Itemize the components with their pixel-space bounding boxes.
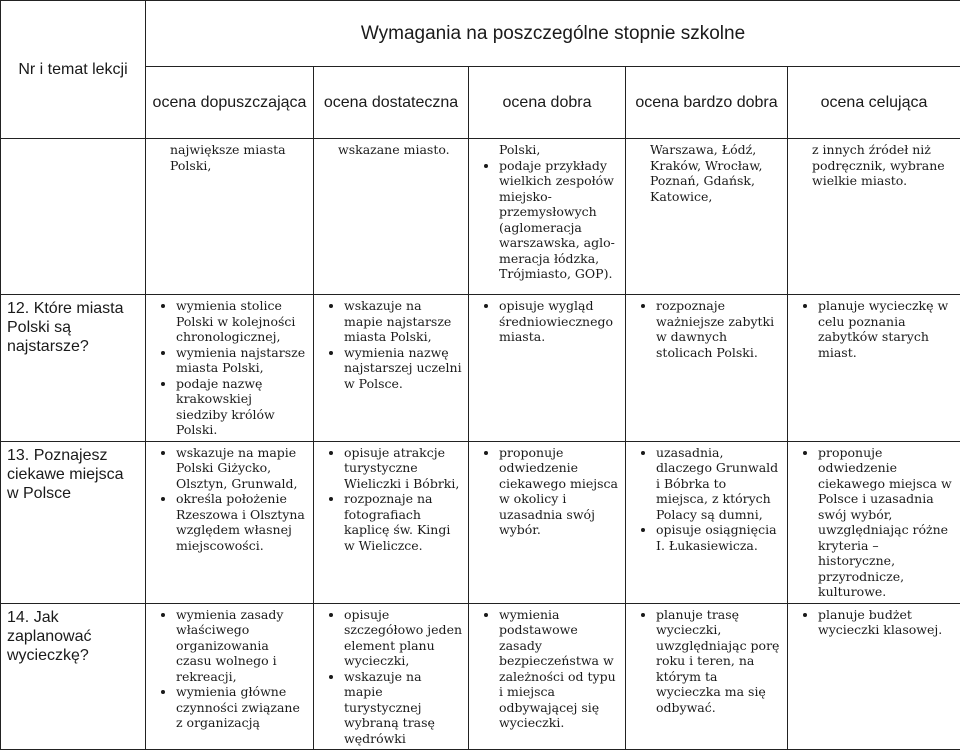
lesson-topic: 12. Które miasta Polski są najstarsze? <box>1 295 146 442</box>
list-item: • podaje przykłady wielkich zespołów miejsko-przemysłowych (aglomeracja warszawska, aglo-meracja łódzka, Trójmiasto, GOP). <box>499 158 619 282</box>
list-item: • wskazuje na mapie Polski Giżycko, Olsztyn, Grunwald, <box>176 445 307 492</box>
requirements-cell <box>469 139 626 295</box>
requirements-cell <box>146 603 314 750</box>
topic-cell <box>1 139 146 295</box>
list-item: • rozpoznaje na fotografiach kaplicę św. Kingi w Wieliczce. <box>344 491 462 553</box>
requirements-cell <box>469 603 626 750</box>
lesson-row-14 <box>1 603 960 750</box>
list-item: • planuje wycieczkę w celu poznania zabytków starych miast. <box>818 298 954 360</box>
requirements-cell <box>788 441 960 603</box>
requirements-list <box>794 445 954 600</box>
requirements-list <box>794 298 954 360</box>
list-item: • rozpoznaje ważniejsze zabytki w dawnych stolicach Polski. <box>656 298 781 360</box>
cell-text: z innych źródeł niż podręcznik, wybrane wielkie miasto. <box>788 139 960 295</box>
grade-header: ocena dobra <box>469 67 626 139</box>
list-item: • proponuje odwiedzenie ciekawego miejsca w okolicy i uzasadnia swój wybór. <box>499 445 619 538</box>
requirements-list <box>320 445 462 554</box>
requirements-title: Wymagania na poszczególne stopnie szkolne <box>146 1 960 67</box>
cell-text: Polski, <box>475 142 619 158</box>
requirements-cell <box>626 441 788 603</box>
grade-header: ocena dopuszczająca <box>146 67 314 139</box>
list-item: • opisuje szczegółowo jeden element planu wycieczki, <box>344 607 462 669</box>
lesson-row-12 <box>1 295 960 442</box>
grade-header: ocena bardzo dobra <box>626 67 788 139</box>
list-item: • wskazuje na mapie najstarsze miasta Polski, <box>344 298 462 345</box>
list-item: • opisuje atrakcje turystyczne Wieliczki i Bóbrki, <box>344 445 462 492</box>
lesson-topic: 13. Poznajesz ciekawe miejsca w Polsce <box>1 441 146 603</box>
list-item: • opisuje osiągnięcia I. Łukasiewicza. <box>656 522 781 553</box>
list-item: • planuje budżet wycieczki klasowej. <box>818 607 954 638</box>
requirements-cell <box>469 295 626 442</box>
requirements-list <box>475 158 619 282</box>
requirements-cell <box>626 295 788 442</box>
requirements-cell <box>314 603 469 750</box>
requirements-cell <box>314 441 469 603</box>
list-item: • wymienia podstawowe zasady bezpieczeństwa w zależności od typu i miejsca odbywającej się wycieczki. <box>499 607 619 731</box>
list-item: • proponuje odwiedzenie ciekawego miejsca w Polsce i uzasadnia swój wybór, uwzględniając różne kryteria – historyczne, przyrodnicze, kulturowe. <box>818 445 954 600</box>
requirements-list <box>320 607 462 747</box>
requirements-list <box>632 445 781 554</box>
requirements-list <box>632 298 781 360</box>
cell-text: Warszawa, Łódź, Kraków, Wrocław, Poznań, Gdańsk, Katowice, <box>626 139 788 295</box>
list-item: • określa położenie Rzeszowa i Olsztyna względem własnej miejscowości. <box>176 491 307 553</box>
continuation-row <box>1 139 960 295</box>
list-item: • wymienia najstarsze miasta Polski, <box>176 345 307 376</box>
list-item: • planuje trasę wycieczki, uwzględniając porę roku i teren, na którym ta wycieczka ma się odbywać. <box>656 607 781 716</box>
list-item: • podaje nazwę krakowskiej siedziby królów Polski. <box>176 376 307 438</box>
requirements-cell <box>626 603 788 750</box>
requirements-cell <box>146 441 314 603</box>
requirements-list <box>794 607 954 638</box>
cell-text: największe miasta Polski, <box>146 139 314 295</box>
requirements-cell <box>788 603 960 750</box>
lesson-topic: 14. Jak zaplanować wycieczkę? <box>1 603 146 750</box>
requirements-list <box>152 445 307 554</box>
list-item: • wymienia zasady właściwego organizowania czasu wolnego i rekreacji, <box>176 607 307 685</box>
requirements-cell <box>146 295 314 442</box>
list-item: • wymienia stolice Polski w kolejności chronologicznej, <box>176 298 307 345</box>
requirements-list <box>152 298 307 438</box>
list-item: • uzasadnia, dlaczego Grunwald i Bóbrka to miejsca, z których Polacy są dumni, <box>656 445 781 523</box>
requirements-list <box>152 607 307 731</box>
requirements-list <box>632 607 781 716</box>
grade-header: ocena dostateczna <box>314 67 469 139</box>
cell-text: wskazane miasto. <box>314 139 469 295</box>
list-item: • opisuje wygląd średniowiecznego miasta. <box>499 298 619 345</box>
requirements-list <box>475 298 619 345</box>
requirements-list <box>475 607 619 731</box>
list-item: • wskazuje na mapie turystycznej wybraną trasę wędrówki <box>344 669 462 747</box>
requirements-list <box>320 298 462 391</box>
header-row-1 <box>1 1 960 67</box>
requirements-list <box>475 445 619 538</box>
grade-header: ocena celująca <box>788 67 960 139</box>
list-item: • wymienia główne czynności związane z organizacją <box>176 684 307 731</box>
lesson-row-13 <box>1 441 960 603</box>
list-item: • wymienia nazwę najstarszej uczelni w Polsce. <box>344 345 462 392</box>
requirements-cell <box>314 295 469 442</box>
requirements-cell <box>788 295 960 442</box>
requirements-cell <box>469 441 626 603</box>
topic-column-header: Nr i temat lekcji <box>1 1 146 139</box>
